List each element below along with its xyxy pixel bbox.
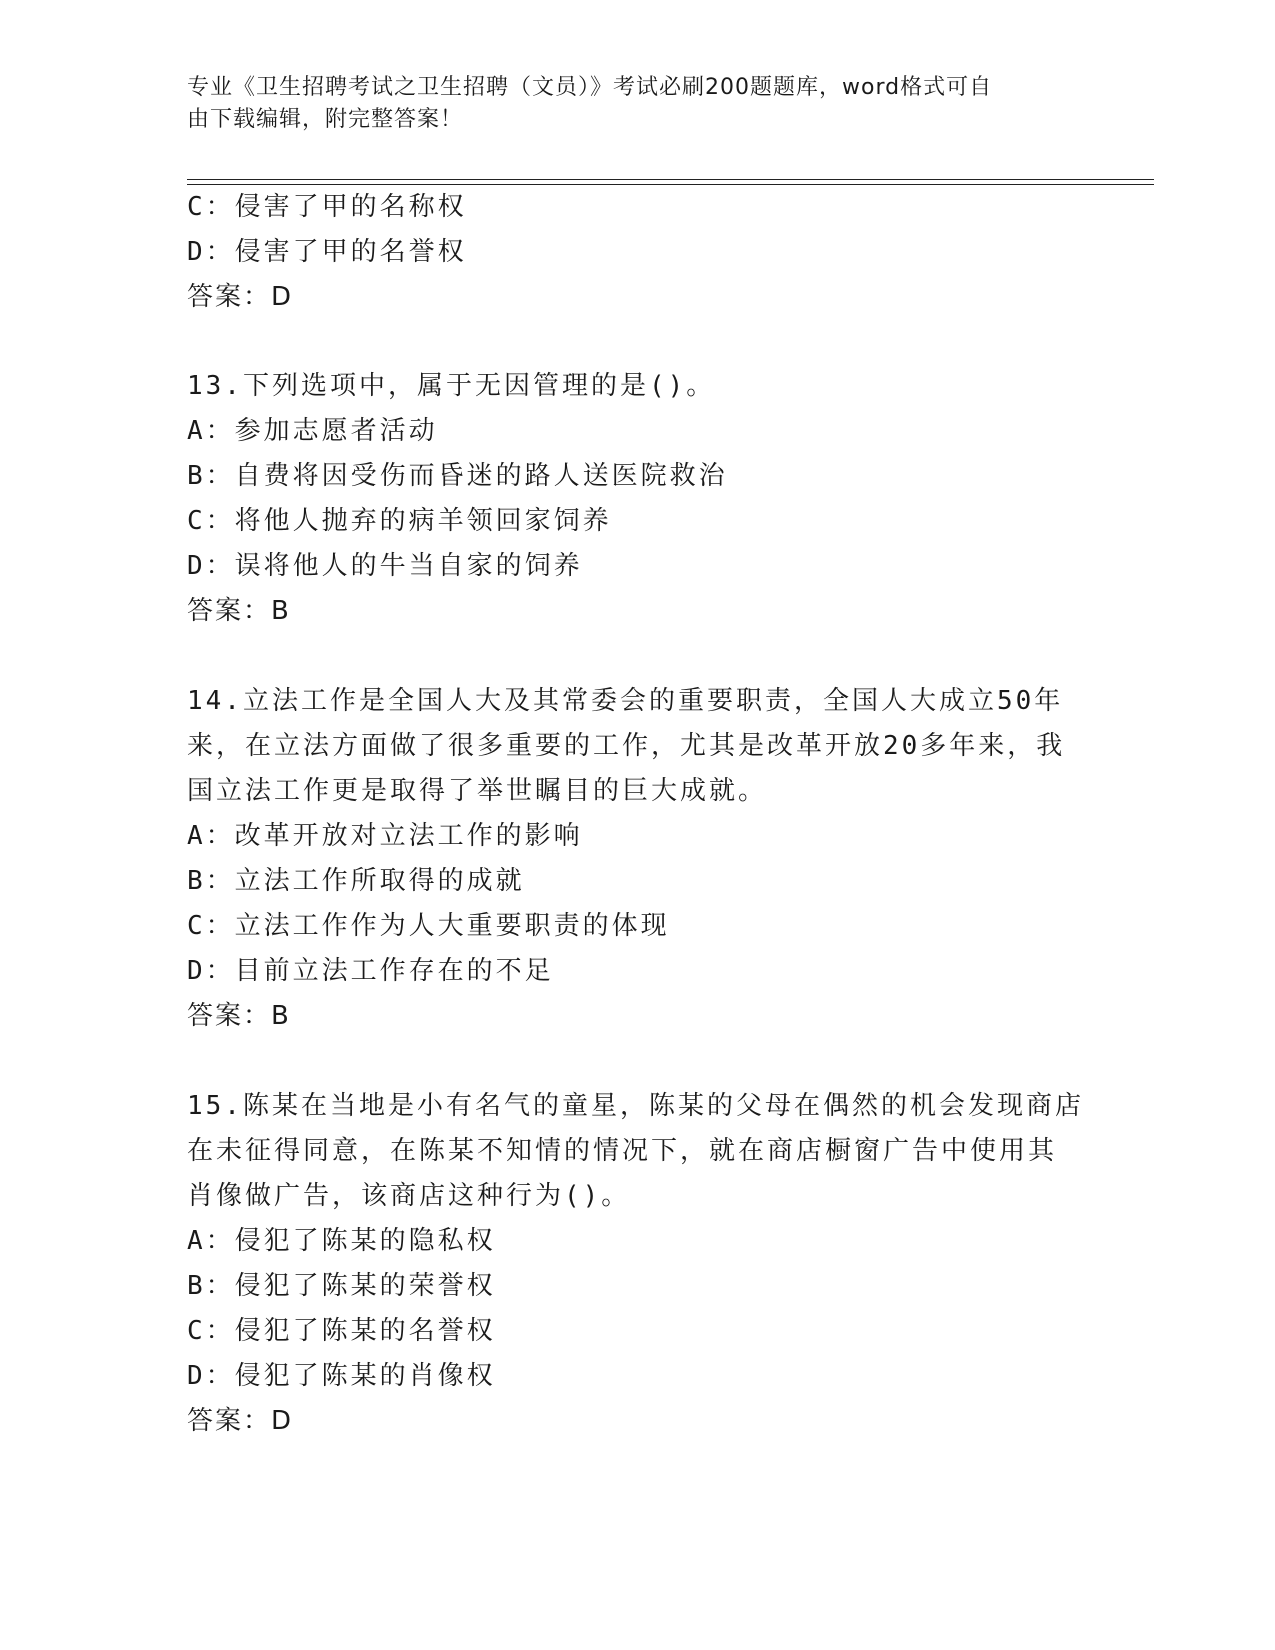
q14-stem-line-2: 来，在立法方面做了很多重要的工作，尤其是改革开放20多年来，我 (187, 731, 1066, 761)
header-line-1: 专业《卫生招聘考试之卫生招聘（文员）》考试必刷200题题库，word格式可自 (187, 75, 993, 100)
q15-answer: 答案：D (187, 1406, 294, 1436)
q13-answer: 答案：B (187, 596, 291, 626)
q13-option-c: C：将他人抛弃的病羊领回家饲养 (187, 506, 612, 536)
q13-option-a: A：参加志愿者活动 (187, 416, 438, 446)
q15-option-c: C：侵犯了陈某的名誉权 (187, 1316, 496, 1346)
header-line-2: 由下载编辑，附完整答案！ (187, 107, 464, 132)
q15-stem-line-3: 肖像做广告，该商店这种行为()。 (187, 1181, 631, 1211)
q15-stem-line-1: 15.陈某在当地是小有名气的童星，陈某的父母在偶然的机会发现商店 (187, 1091, 1084, 1121)
header-rule-top (187, 179, 1154, 180)
q14-answer: 答案：B (187, 1001, 291, 1031)
q15-option-b: B：侵犯了陈某的荣誉权 (187, 1271, 496, 1301)
q15-stem-line-2: 在未征得同意，在陈某不知情的情况下，就在商店橱窗广告中使用其 (187, 1136, 1058, 1166)
document-header (187, 72, 1067, 136)
q14-stem-line-1: 14.立法工作是全国人大及其常委会的重要职责，全国人大成立50年 (187, 686, 1064, 716)
q13-stem: 13.下列选项中，属于无因管理的是()。 (187, 371, 716, 401)
q13-option-b: B：自费将因受伤而昏迷的路人送医院救治 (187, 461, 728, 491)
q15-option-d: D：侵犯了陈某的肖像权 (187, 1361, 496, 1391)
q15-option-a: A：侵犯了陈某的隐私权 (187, 1226, 496, 1256)
header-rule-bottom (187, 184, 1154, 185)
q12-answer: 答案：D (187, 282, 294, 312)
q14-option-c: C：立法工作作为人大重要职责的体现 (187, 911, 670, 941)
q12-option-c: C：侵害了甲的名称权 (187, 192, 467, 222)
q14-option-b: B：立法工作所取得的成就 (187, 866, 525, 896)
q14-stem-line-3: 国立法工作更是取得了举世瞩目的巨大成就。 (187, 776, 768, 806)
q12-option-d: D：侵害了甲的名誉权 (187, 237, 467, 267)
q14-option-a: A：改革开放对立法工作的影响 (187, 821, 583, 851)
q13-option-d: D：误将他人的牛当自家的饲养 (187, 551, 583, 581)
q14-option-d: D：目前立法工作存在的不足 (187, 956, 554, 986)
